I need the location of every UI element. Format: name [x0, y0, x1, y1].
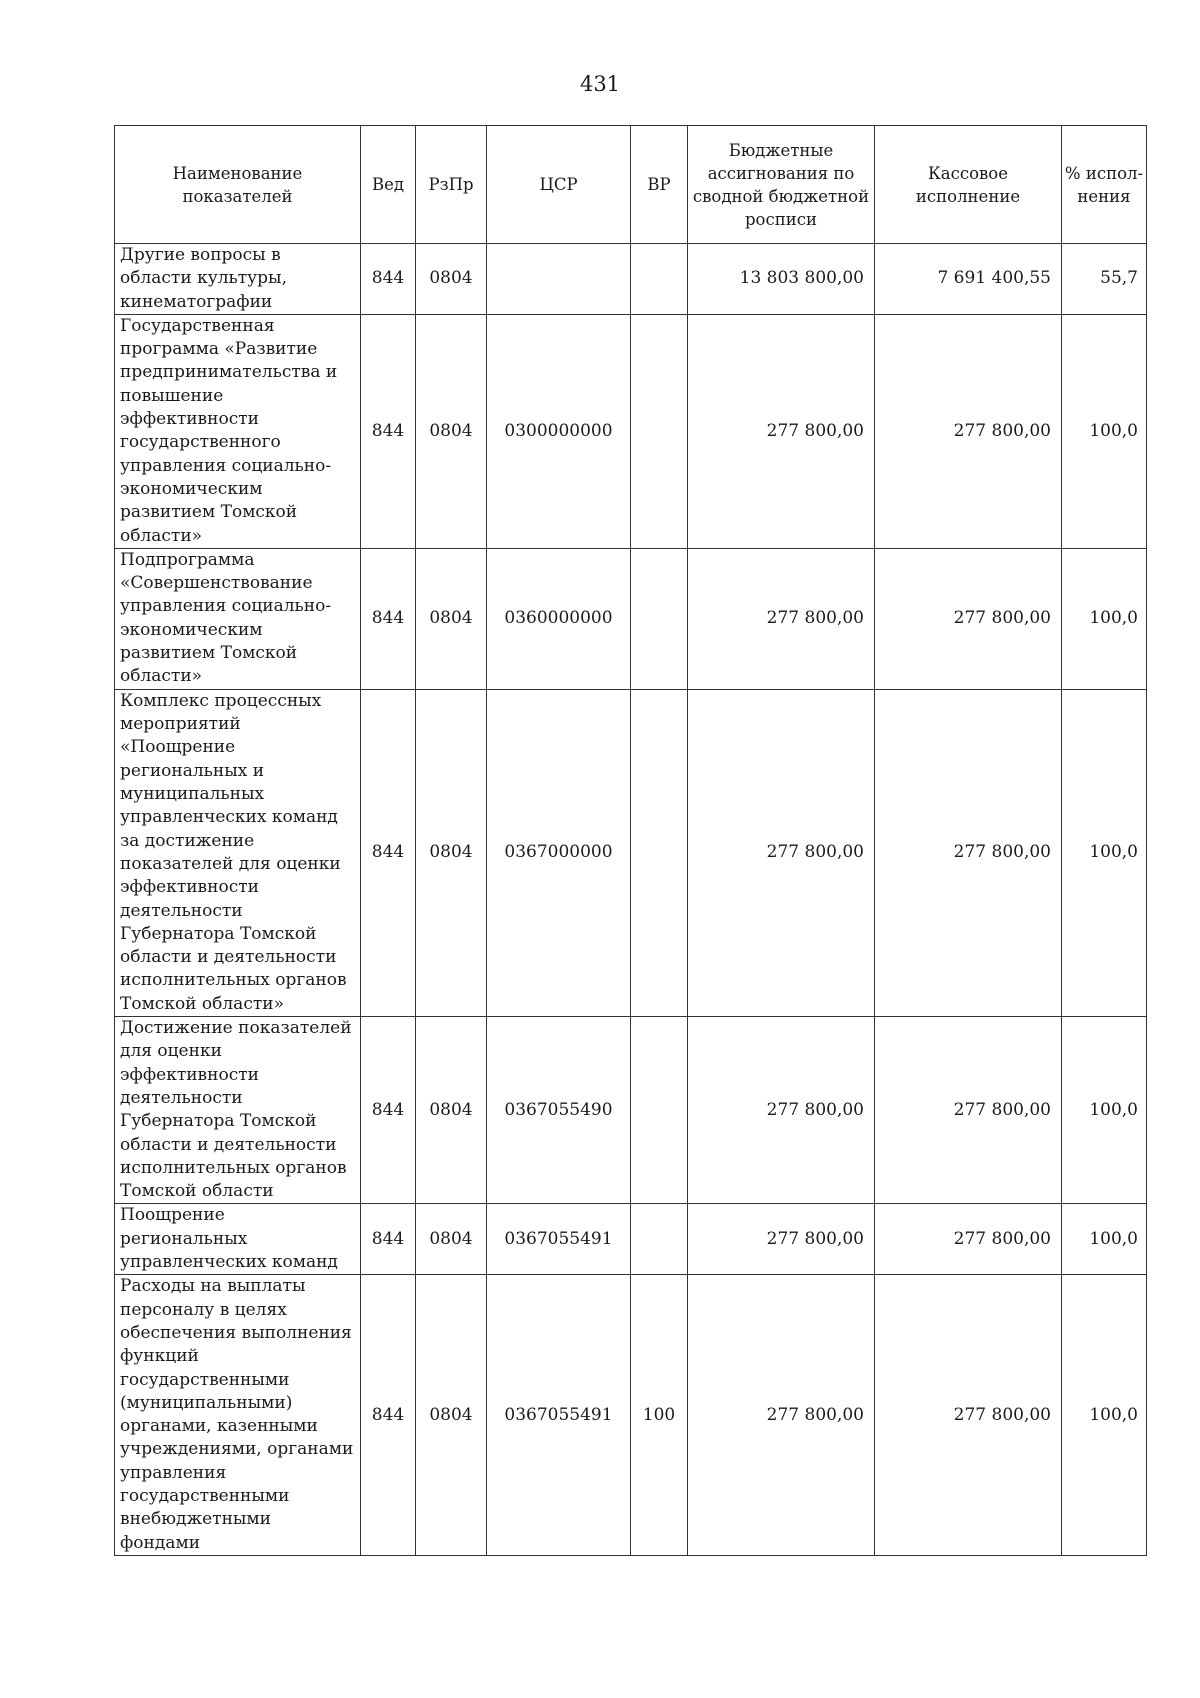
page-number: 431: [579, 72, 621, 96]
cell-ved: 844: [361, 548, 416, 689]
header-ved: Вед: [361, 126, 416, 244]
cell-budget: 13 803 800,00: [688, 244, 875, 315]
table-row: [115, 548, 1147, 689]
cell-ved: 844: [361, 1204, 416, 1275]
cell-vr: [631, 548, 688, 689]
cell-ved: 844: [361, 314, 416, 548]
cell-cash: 277 800,00: [875, 314, 1062, 548]
cell-rzpr: 0804: [416, 244, 487, 315]
cell-vr: [631, 689, 688, 1016]
table-row: [115, 1204, 1147, 1275]
cell-budget: 277 800,00: [688, 689, 875, 1016]
cell-name: Достижение показателей для оценки эффективности деятельности Губернатора Томской области и деятельности исполнительных органов Томской области: [115, 1017, 361, 1204]
cell-vr: 100: [631, 1275, 688, 1556]
cell-budget: 277 800,00: [688, 1017, 875, 1204]
cell-pct: 100,0: [1062, 1275, 1147, 1556]
cell-csr: [487, 244, 631, 315]
cell-pct: 100,0: [1062, 314, 1147, 548]
cell-budget: 277 800,00: [688, 1204, 875, 1275]
cell-pct: 100,0: [1062, 689, 1147, 1016]
cell-vr: [631, 1204, 688, 1275]
cell-rzpr: 0804: [416, 689, 487, 1016]
cell-name: Расходы на выплаты персоналу в целях обеспечения выполнения функций государственными (муниципальными) органами, казенными учреждениями, органами управления государственными внебюджетными фондами: [115, 1275, 361, 1556]
cell-ved: 844: [361, 244, 416, 315]
header-cash: Кассовое исполнение: [875, 126, 1062, 244]
cell-rzpr: 0804: [416, 548, 487, 689]
cell-vr: [631, 244, 688, 315]
table-header-row: [115, 126, 1147, 244]
cell-cash: 277 800,00: [875, 548, 1062, 689]
cell-vr: [631, 1017, 688, 1204]
header-budget: Бюджетные ассигнования по сводной бюджетной росписи: [688, 126, 875, 244]
table-row: [115, 314, 1147, 548]
cell-rzpr: 0804: [416, 1275, 487, 1556]
cell-cash: 277 800,00: [875, 1204, 1062, 1275]
header-vr: ВР: [631, 126, 688, 244]
cell-pct: 55,7: [1062, 244, 1147, 315]
cell-rzpr: 0804: [416, 314, 487, 548]
cell-pct: 100,0: [1062, 1017, 1147, 1204]
cell-cash: 7 691 400,55: [875, 244, 1062, 315]
table-row: [115, 689, 1147, 1016]
cell-name: Поощрение региональных управленческих команд: [115, 1204, 361, 1275]
cell-csr: 0360000000: [487, 548, 631, 689]
cell-budget: 277 800,00: [688, 548, 875, 689]
header-name: Наименование показателей: [115, 126, 361, 244]
cell-ved: 844: [361, 1275, 416, 1556]
cell-cash: 277 800,00: [875, 1017, 1062, 1204]
table-row: [115, 1275, 1147, 1556]
cell-name: Подпрограмма «Совершенствование управления социально-экономическим развитием Томской области»: [115, 548, 361, 689]
table-row: [115, 244, 1147, 315]
cell-pct: 100,0: [1062, 1204, 1147, 1275]
cell-ved: 844: [361, 1017, 416, 1204]
cell-cash: 277 800,00: [875, 1275, 1062, 1556]
cell-name: Государственная программа «Развитие предпринимательства и повышение эффективности государственного управления социально-экономическим развитием Томской области»: [115, 314, 361, 548]
table-row: [115, 1017, 1147, 1204]
cell-budget: 277 800,00: [688, 1275, 875, 1556]
header-pct: % испол-нения: [1062, 126, 1147, 244]
cell-vr: [631, 314, 688, 548]
cell-budget: 277 800,00: [688, 314, 875, 548]
cell-name: Комплекс процессных мероприятий «Поощрение региональных и муниципальных управленческих команд за достижение показателей для оценки эффективности деятельности Губернатора Томской области и деятельности исполнительных органов Томской области»: [115, 689, 361, 1016]
cell-cash: 277 800,00: [875, 689, 1062, 1016]
cell-csr: 0367000000: [487, 689, 631, 1016]
cell-pct: 100,0: [1062, 548, 1147, 689]
cell-rzpr: 0804: [416, 1017, 487, 1204]
header-csr: ЦСР: [487, 126, 631, 244]
cell-name: Другие вопросы в области культуры, кинематографии: [115, 244, 361, 315]
cell-csr: 0367055491: [487, 1275, 631, 1556]
cell-csr: 0367055490: [487, 1017, 631, 1204]
cell-ved: 844: [361, 689, 416, 1016]
header-rzpr: РзПр: [416, 126, 487, 244]
cell-csr: 0300000000: [487, 314, 631, 548]
cell-csr: 0367055491: [487, 1204, 631, 1275]
budget-table: [114, 125, 1147, 1556]
cell-rzpr: 0804: [416, 1204, 487, 1275]
